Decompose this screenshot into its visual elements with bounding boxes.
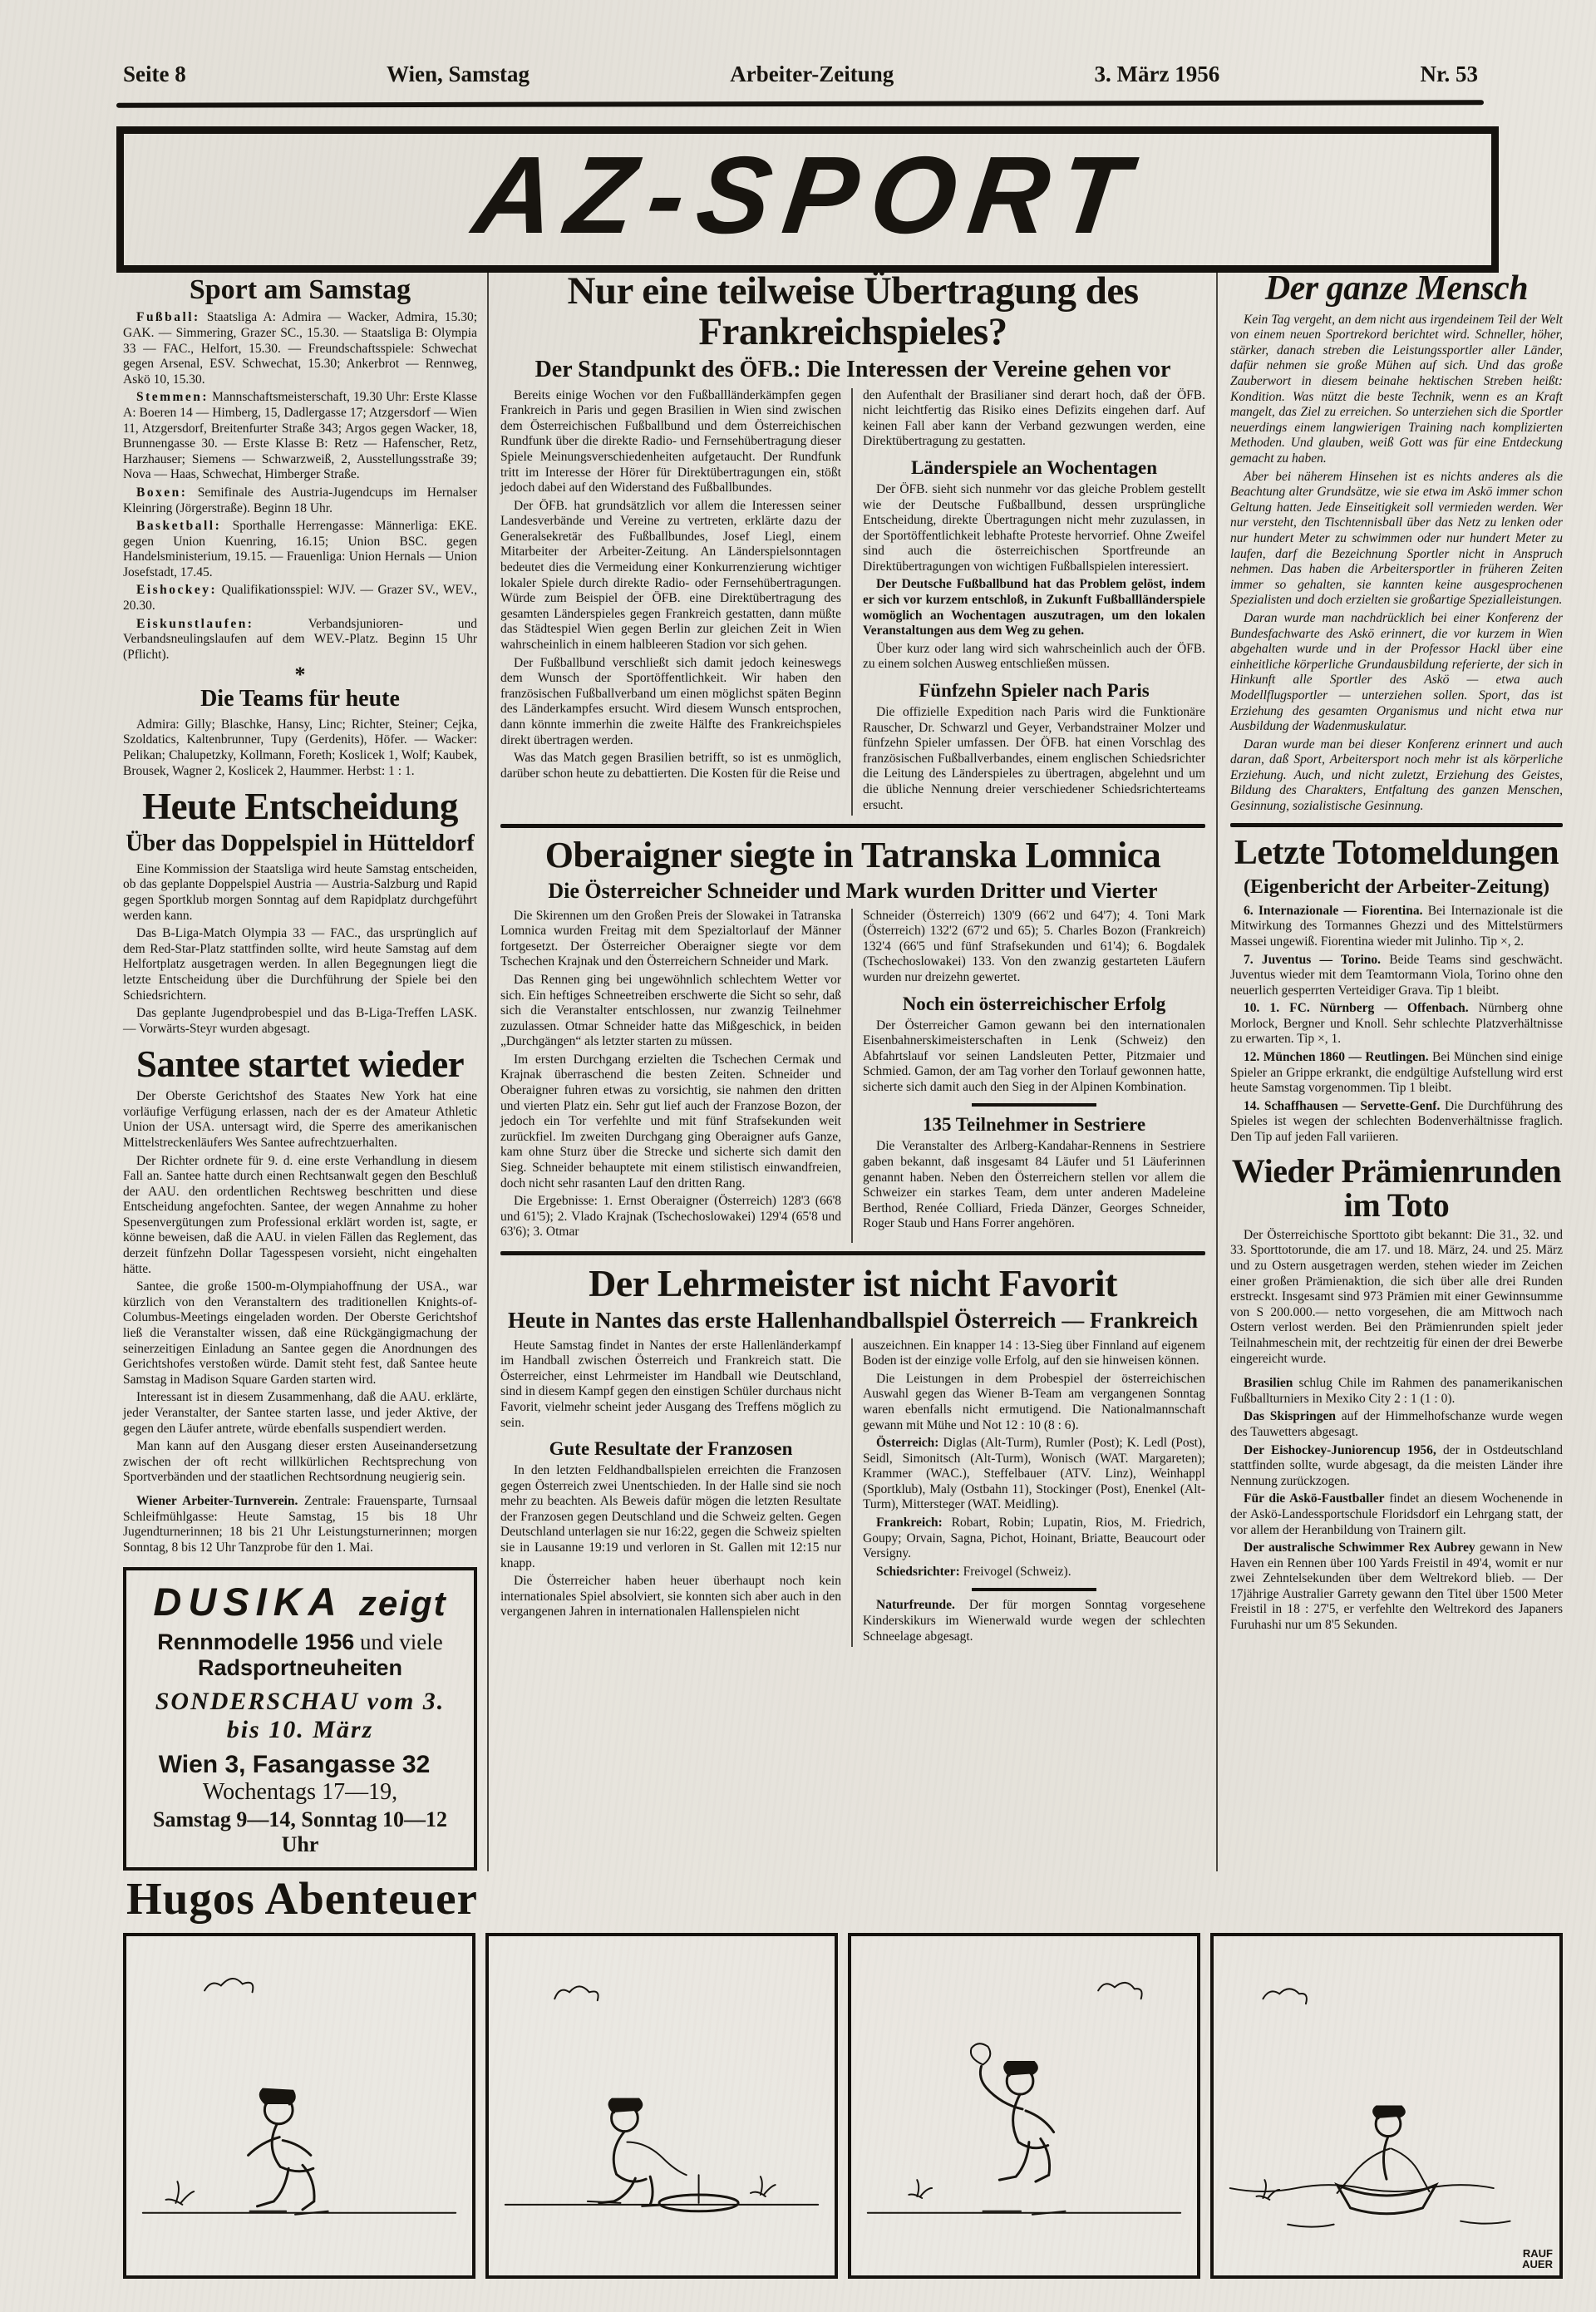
referee: Schiedsrichter: Freivogel (Schweiz).	[876, 1564, 1071, 1579]
article-body	[500, 909, 1205, 1243]
ad-hours-line: Samstag 9—14, Sonntag 10—12 Uhr	[153, 1807, 447, 1857]
paragraph: Der Oberste Gerichtshof des Staates New York hat eine vorläufige Verfügung erlassen, nach der es der Amateur Athletic Union der USA. untersagt wird, die Sperre des amerikanischen Mittelstreckenläufers Wes Santee aufrechtzuerhalten.	[123, 1089, 477, 1150]
article-praemienrunden	[1230, 1151, 1563, 1368]
toto-entry: 14. Schaffhausen — Servette-Genf. Die Durchführung des Spieles ist wegen der schlechten Bodenverhältnisse fraglich. Den Tip auf jeden Fall variieren.	[1230, 1098, 1564, 1145]
paragraph: Der ÖFB. hat grundsätzlich vor allem die Interessen seiner Landesverbände und Vereine zu vertreten, erklärte dazu der Generalsekretär des Fußballbundes, Josef Liegl, einem Mitarbeiter der Arbeiter-Zeitung. An Länderspielsonntagen bedeutet dies die Vermeidung einer Konkurrenzierung wichtiger lokaler Spiele durch direkte Radio- oder Fernsehübertragungen. Würde zum Beispiel der ÖFB. eine Direktübertragung des gesamten Länderspieles gegen Frankreich gestatten, dann müßte das Städtespiel Wien gegen Berlin zur gleichen Zeit in Wien wahrscheinlich in einem halbleeren Stadion vor sich gehen.	[500, 498, 841, 653]
article-lehrmeister	[500, 1264, 1205, 1647]
paragraph: Daran wurde man nachdrücklich bei einer Konferenz der Bundesfachwarte des Askö erinnert, die vor kurzem in Wien abgehalten wurde und in der Professor Hackl über eine einheitliche körperliche Grundausbildung referierte, der sich in Hinkunft alle Sportler des Askö — etwa auch Modellflugsportler — unterziehen sollen. Sport, das ist Erziehung des gesamten Organismus und nicht etwa nur Ausbildung der Wadenmuskulatur.	[1230, 610, 1563, 734]
paragraph: Heute Samstag findet in Nantes der erste Hallenländerkampf im Handball zwischen Österreich und Frankreich statt. Die Österreicher, einst Lehrmeister im Handball wie Deutschland, sind in diesem Kampf gegen den einstigen Schüler durchaus nicht Favorit, vielmehr scheint jeder Ausgang des Treffens möglich zu sein.	[500, 1338, 841, 1430]
subcolumn-left	[500, 909, 853, 1243]
comic-title: Hugos Abenteuer	[126, 1873, 478, 1924]
az-sport-logo: AZ-SPORT	[468, 134, 1149, 256]
paragraph: Die Veranstalter des Arlberg-Kandahar-Rennens in Sestriere gaben bekannt, daß insgesamt 84 Läufer und 51 Läuferinnen genannt haben. Neben den Österreichern stellen vor allem die Schweizer ein starkes Team, dem unter anderen Madeleine Berthod, Renée Colliard, Frieda Dänzer, Georges Schneider, Roger Staub und Hans Forrer angehören.	[863, 1139, 1205, 1231]
paragraph: Santee, die große 1500-m-Olympiahoffnung der USA., war kürzlich von den Veranstaltern des traditionellen Knights-of-Columbus-Meetings eingeladen worden. Der Oberste Gerichtshof ließ die Veranstalter wissen, daß eine Rückgängigmachung der seinerzeitigen Einladung an Santee gegen die Anordnungen des Gerichtshofes verstoßen würde. Damit steht fest, daß Santee heute Samstag in Madison Square Garden starten wird.	[123, 1279, 477, 1387]
skater-with-fish-drawing	[851, 1936, 1197, 2275]
article-santee	[123, 1045, 477, 1486]
article-uebertragung	[500, 271, 1205, 816]
subhead: (Eigenbericht der Arbeiter-Zeitung)	[1244, 876, 1549, 899]
paragraph: Die Skirennen um den Großen Preis der Slowakei in Tatranska Lomnica wurden Freitag mit dem Spezialtorlauf der Männer fortgesetzt. Der Österreicher Oberaigner siegte vor dem Tschechen Krajnak und den Österreichern Schneider und Mark.	[500, 908, 841, 969]
team-france: Frankreich: Robart, Robin; Lupatin, Rios, M. Friedrich, Goupy; Orvain, Sagna, Pichot, Hoinant, Briatte, Beaucourt oder Versigny.	[863, 1516, 1206, 1561]
page-number: Seite 8	[123, 62, 186, 86]
listing-eiskunstlaufen: Eiskunstlaufen: Verbandsjunioren- und Verbandsneulingslaufen auf dem WEV.-Platz. Beginn 15 Uhr (Pflicht).	[123, 616, 477, 662]
ad-address-line: Wien 3, Fasangasse 32 Wochentags 17—19,	[158, 1751, 431, 1806]
ad-brand: DUSIKA	[153, 1580, 342, 1624]
paragraph: Die Leistungen in dem Probespiel der österreichischen Auswahl gegen das Wiener B-Team am vergangenen Sonntag waren ebenfalls nicht ermutigend. Die Nationalmannschaft gewann mit Mühe und Not 12 : 10 (8 : 6).	[863, 1371, 1205, 1432]
toto-entry: 12. München 1860 — Reutlingen. Bei München sind einige Spieler an Grippe erkrankt, die endgültige Aufstellung wird erst heute Samstag vorgenommen. Tip 1 bleibt.	[1230, 1050, 1563, 1096]
paragraph: Man kann auf den Ausgang dieser ersten Auseinandersetzung zwischen der oft recht willkürlichen Rechtsprechung von Sportverbänden und der staatlichen Rechtsordnung neugierig sein.	[123, 1439, 477, 1485]
artist-signature: RAUF AUER	[1522, 2246, 1553, 2271]
section-masthead	[116, 126, 1499, 273]
paragraph: Die offizielle Expedition nach Paris wird die Funktionäre Rauscher, Dr. Schwarzl und Geyer, Verbandstrainer Molzer und fünfzehn Spieler umfassen. Der ÖFB. hat einen Vorschlag des französischen Fußballverbandes, einem englischen Schiedsrichter die Leitung des Länderspieles zu übertragen, abgelehnt und um die übliche Nennung dreier verschiedener Schiedsrichterteams ersucht.	[863, 705, 1205, 812]
rowboat-drawing	[1214, 1936, 1559, 2275]
paragraph: Daran wurde man bei dieser Konferenz erinnert und auch daran, daß Sport, Arbeitersport noch mehr ist als körperliche Erziehung. Auch, und nicht zuletzt, Erziehung des Geistes, Bildung des Charakters, Entfaltung des ganzen Menschen, Gesinnung, sozialistische Gesinnung.	[1230, 737, 1563, 814]
page-header	[123, 62, 1478, 87]
naturfreunde-note: Naturfreunde. Der für morgen Sonntag vorgesehene Kinderskikurs im Wienerwald wurde wegen der schlechten Schneelage abgesagt.	[863, 1598, 1205, 1644]
right-column	[1230, 271, 1563, 1636]
article-divider-rule	[1230, 823, 1563, 827]
headline: Der ganze Mensch	[1264, 269, 1529, 308]
toto-entry: 6. Internazionale — Fiorentina. Bei Internazionale ist die Mitwirkung des Tormannes Ghezzi und des Mittelstürmers Massei ungewiß. Fiorentina wieder mit Julinho. Tip ×, 2.	[1230, 903, 1564, 949]
brief-item: Das Skispringen auf der Himmelhofschanze wurde wegen des Tauwetters abgesagt.	[1230, 1409, 1564, 1439]
brief-item: Für die Askö-Faustballer findet an diesem Wochenende in der Askö-Landessportschule Floridsdorf ein Lehrgang statt, der vor allem der Heranbildung von Trainern gilt.	[1230, 1491, 1563, 1537]
subcolumn-right	[853, 1338, 1205, 1648]
article-totomeldungen	[1230, 833, 1564, 1146]
headline: Santee startet wieder	[135, 1043, 465, 1086]
comic-panel-3	[848, 1933, 1200, 2279]
article-body	[500, 1338, 1205, 1648]
headline: Nur eine teilweise Übertragung des Frankreichspieles?	[567, 269, 1139, 353]
ice-fishing-drawing	[489, 1936, 835, 2275]
paragraph: Im ersten Durchgang erzielten die Tschechen Cermak und Krajnak überraschend die besten Zeiten. Schneider und Oberaigner fuhren etwas zu vorsichtig, sie nahmen den dritten und vierten Platz ein. Sehr gut lief auch der Franzose Bozon, der jedoch ein Tor verfehlte und mit fünf Strafsekunden weit zurückfiel. Im zweiten Durchgang ging Oberaigner aufs Ganze, kam ohne Sturz über die Strecke und sicherte sich damit den Sieg. Schneider behauptete mit einem stilistisch einwandfreien, doch nicht sehr rasanten Lauf den dritten Rang.	[500, 1052, 841, 1191]
subcolumn-right	[853, 388, 1205, 816]
paragraph: Das B-Liga-Match Olympia 33 — FAC., das ursprünglich auf dem Red-Star-Platz stattfinden sollte, wird heute Samstag auf dem Helfortplatz ausgetragen werden. In allen Begegnungen liegt die letzte Entscheidung über die Durchführung der Spiele bei den Schiedsrichtern.	[123, 926, 477, 1003]
listing-stemmen: Stemmen: Mannschaftsmeisterschaft, 19.30 Uhr: Erste Klasse A: Boeren 14 — Himberg, 15, Dadlergasse 17; Atzgersdorf — Wien 11, Atzgersdorf, Breitenfurter Straße 343; Argos gegen Wacker, 18, Brunnengasse 30. — Erste Klasse B: Retz — Hafenscher, Retz, Harzhauser; Siemens — Schwarzweiß, 2, Ausstellungsstraße 39; Nova — Haas, Schwechat, Himberger Straße.	[123, 390, 478, 482]
edition-city-day: Wien, Samstag	[387, 62, 530, 86]
listing-basketball: Basketball: Sporthalle Herrengasse: Männerliga: EKE. gegen Union Kuenring, 16.15; Union BSC. gegen Handelsministerium, 19.15. — Frauenliga: Union Hernals — Union Josefstadt, 17.45.	[123, 519, 478, 579]
ad-models-line: Rennmodelle 1956 und viele Radsportneuheiten	[157, 1629, 443, 1681]
teams-title: Die Teams für heute	[200, 686, 400, 712]
short-divider-rule	[972, 1588, 1096, 1591]
headline: Wieder Prämienrunden im Toto	[1231, 1151, 1562, 1225]
paragraph: Was das Match gegen Brasilien betrifft, so ist es unmöglich, darüber schon heute zu debattierten. Die Kosten für die Reise und	[500, 751, 841, 781]
paragraph: Das Rennen ging bei ungewöhnlich schlechtem Wetter vor sich. Ein heftiges Schneetreiben erschwerte die Sicht so sehr, daß sich die Veranstalter entschlossen, nur zwanzig Teilnehmer zuzulassen. Otmar Schneider hatte das Mißgeschick, in beiden „Durchgängen“ als letzter starten zu müssen.	[500, 972, 841, 1049]
article-divider-rule	[500, 824, 1205, 828]
brief-item: Der Eishockey-Juniorencup 1956, der in Ostdeutschland stattfinden sollte, wurde abgesagt, da die meisten Länder ihre Nennung zurückzogen.	[1230, 1442, 1564, 1488]
edition-date: 3. März 1956	[1094, 62, 1220, 86]
subhead: Heute in Nantes das erste Hallenhandballspiel Österreich — Frankreich	[508, 1307, 1198, 1333]
paragraph: Schneider (Österreich) 130'9 (66'2 und 64'7); 4. Toni Mark (Österreich) 132'2 (67'2 und 65); 5. Charles Bozon (Frankreich) 132'4 (66'5 und fünf Strafsekunden und 61'4); 6. Bogdalek (Tschechoslowakei) 133. Von den zwanzig gestarteten Läufern wurden nur dreizehn gewertet.	[863, 908, 1205, 984]
paragraph: Die Österreicher haben heuer überhaupt noch kein internationales Spiel absolviert, sie konnten sich aber auch in den vergangenen Jahren in internationalen Hallenspielen nicht	[500, 1574, 841, 1619]
paragraph: In den letzten Feldhandballspielen erreichten die Franzosen gegen Österreich zwei Unentschieden. In der Halle sind sie noch mehr zu beachten. Als Beweis dafür mögen die letzten Resultate der Franzosen gegen Deutschland und die Schweiz gelten. Gegen Deutschland unterlagen sie nur 16:22, gegen die Schweiz spielten sie in Lausanne 19:19 und verloren in St. Gallen mit 12:15 nur knapp.	[500, 1463, 841, 1570]
paragraph: Der ÖFB. sieht sich nunmehr vor das gleiche Problem gestellt wie der Deutsche Fußballbund, dessen ursprüngliche Entscheidung, direkte Übertragungen nicht mehr zuzulassen, in der Sportöffentlichkeit lebhafte Proteste hervorrief. Ohne Zweifel sind auch die österreichischen Sportfreunde an Direktübertragungen von wichtigen Fußballspielen interessiert.	[863, 481, 1205, 574]
paragraph: Der Österreicher Gamon gewann bei den internationalen Eisenbahnerskimeisterschaften in Lenk (Schweiz) den Abfahrtslauf vor seinen Landsleuten Petter, Pitzmaier und Schmied. Gamon, der am Tag vorher den Torlauf gewonnen hatte, sicherte sich damit auch den Sieg in der Alpinen Kombination.	[863, 1018, 1205, 1094]
short-divider-rule	[972, 1103, 1096, 1107]
subcolumn-right	[853, 909, 1205, 1243]
paragraph: Der Deutsche Fußballbund hat das Problem gelöst, indem er sich vor kurzem entschloß, in Zukunft Fußballländerspiele womöglich an Wochentagen auszutragen, um den lokalen Veranstaltungen aus dem Weg zu gehen.	[863, 577, 1205, 638]
paragraph: Das geplante Jugendprobespiel und das B-Liga-Treffen LASK. — Vorwärts-Steyr wurden abgesagt.	[123, 1006, 477, 1036]
crosshead: Noch ein österreichischer Erfolg	[902, 993, 1166, 1014]
sport-am-samstag-title: Sport am Samstag	[189, 274, 411, 305]
crosshead: Fünfzehn Spieler nach Paris	[919, 680, 1150, 702]
subhead: Der Standpunkt des ÖFB.: Die Interessen der Vereine gehen vor	[534, 356, 1171, 382]
paragraph: Bereits einige Wochen vor den Fußballländerkämpfen gegen Frankreich in Paris und gegen Brasilien in Wien sind zwischen dem Österreichischen Fußballbund und dem Österreichischen Rundfunk über die direkte Radio- und Fernsehübertragung dieser Spiele Meinungsverschiedenheiten aufgetaucht. Der Rundfunk tritt im Interesse der Hörer für Direktübertragungen ein, stößt jedoch dabei auf den Widerstand des Fußballbundes.	[500, 387, 841, 495]
article-heute-entscheidung	[123, 787, 477, 1037]
comic-strip-section	[123, 1873, 1563, 2279]
headline: Oberaigner siegte in Tatranska Lomnica	[544, 835, 1161, 876]
paragraph: Der Fußballbund verschließt sich damit jedoch keineswegs dem Wunsch der Sportöffentlichkeit. Wir haben den französischen Fußballverband um einen möglichst späten Beginn des Länderkampfes ersucht. Wird diesem Wunsch entsprochen, dann könnte immerhin die zweite Hälfte des Frankreichspieles direkt übertragen werden.	[500, 655, 841, 747]
comic-panel-1	[123, 1933, 475, 2279]
section-divider-star: *	[294, 663, 306, 688]
subhead: Über das Doppelspiel in Hütteldorf	[126, 831, 475, 857]
article-body	[500, 388, 1205, 816]
subhead: Die Österreicher Schneider und Mark wurden Dritter und Vierter	[548, 878, 1158, 903]
newspaper-name: Arbeiter-Zeitung	[730, 62, 894, 86]
teams-text: Admira: Gilly; Blaschke, Hansy, Linc; Richter, Steiner; Cejka, Szoldatics, Kaltenbrunner, Tupy (Gerdenits), Höfer. — Wacker: Pelikan; Chalupetzky, Kollmann, Foreth; Koslicek 1, Wolf; Kaubek, Brousek, Wagner 2, Koslicek 2, Haummer. Herbst: 1 : 1.	[123, 717, 477, 778]
comic-panel-4	[1210, 1933, 1563, 2279]
headline: Letzte Totomeldungen	[1234, 833, 1559, 872]
ad-brand-line	[135, 1580, 466, 1624]
headline: Der Lehrmeister ist nicht Favorit	[589, 1262, 1117, 1305]
brief-item: Brasilien schlug Chile im Rahmen des panamerikanischen Fußballturniers in Mexiko City 2 : 1 (1 : 0).	[1230, 1376, 1564, 1406]
crosshead: Gute Resultate der Franzosen	[549, 1438, 793, 1460]
column-rule-left	[487, 271, 489, 1871]
listing-fussball: Fußball: Staatsliga A: Admira — Wacker, Admira, 15.30; GAK. — Simmering, Grazer SC., 15.30. — Staatsliga B: Olympia 33 — FAC., Helfort, 15.30. — Freundschaftsspiele: Schwechat gegen Arsenal, ESV. Schwechat, 15.30; Ankerbrot — Rennweg, Askö 10, 15.30.	[123, 310, 478, 387]
team-austria: Österreich: Diglas (Alt-Turm), Rumler (Post); K. Ledl (Post), Seidl, Simonitsch (Alt-Turm), Wonisch (WAT. Margareten); Krammer (WAC.), Steffelbauer (ATV. Linz), Weinhappl (Sportklub), Maly (Ostbahn 11), Stockinger (Post), Enenkel (Alt-Turm), Mittersteger (WAT. Meidling).	[863, 1436, 1205, 1512]
article-oberaigner	[500, 836, 1205, 1243]
toto-entry: 7. Juventus — Torino. Beide Teams sind geschwächt. Juventus wieder mit dem Teamtormann Viola, Torino ohne den neuerlich gesperrten Verteidiger Grava. Tip 1 bleibt.	[1230, 952, 1563, 998]
subcolumn-left	[500, 1338, 853, 1648]
ad-zeigt: zeigt	[358, 1584, 447, 1624]
center-column	[500, 271, 1205, 1647]
ice-skater-drawing	[126, 1936, 472, 2275]
dusika-ad	[123, 1567, 477, 1871]
paragraph: Über kurz oder lang wird sich wahrscheinlich auch der ÖFB. zu einem solchen Ausweg entschließen müssen.	[863, 641, 1205, 672]
subcolumn-left	[500, 388, 853, 816]
turnverein-note: Wiener Arbeiter-Turnverein. Zentrale: Frauensparte, Turnsaal Schleifmühlgasse: Heute Samstag, 15 bis 18 Uhr Jugendturnerinnen; 18 bis 21 Uhr Leistungsturnerinnen; morgen Sonntag, 8 bis 12 Uhr Tanzprobe für den 1. Mai.	[123, 1493, 477, 1555]
listing-eishockey: Eishockey: Qualifikationsspiel: WJV. — Grazer SV., WEV., 20.30.	[123, 583, 477, 614]
brief-item: Der australische Schwimmer Rex Aubrey gewann in New Haven ein Rennen über 100 Yards Freistil in 49'4, womit er nur zwei Zehntelsekunden über dem Weltrekord blieb. — Der 17jährige Australier Garrety gewann den Titel über 1500 Meter Freistil in 18 : 27'5, er verfehlte den Weltrekord des Japaners Furuhashi nur um 8'5 Sekunden.	[1230, 1541, 1564, 1633]
crosshead: Länderspiele an Wochentagen	[910, 456, 1158, 478]
toto-entry: 10. 1. FC. Nürnberg — Offenbach. Nürnberg ohne Morlock, Bergner und Knoll. Sehr schlechte Platzverhältnisse zu erwarten. Tip ×, 1.	[1230, 1001, 1564, 1047]
crosshead: 135 Teilnehmer in Sestriere	[922, 1114, 1146, 1136]
left-column	[123, 271, 477, 1871]
listing-boxen: Boxen: Semifinale des Austria-Jugendcups im Hernalser Kleinring (Jörgerstraße). Beginn 18 Uhr.	[123, 485, 477, 515]
paragraph: Interessant ist in diesem Zusammenhang, daß die AAU. erklärte, jeder Veranstalter, der Santee starten lasse, und jeder Aktive, der gegen den Läufer antrete, würde ebenfalls suspendiert werden.	[123, 1390, 477, 1436]
comic-panel-2	[485, 1933, 838, 2279]
paragraph: Der Richter ordnete für 9. d. eine erste Verhandlung in diesem Fall an. Santee hatte durch einen Rechtsanwalt gegen den Beschluß der AAU. den ordentlichen Rechtsweg beschritten und diese Entscheidung angefochten. Santee, der wegen Annahme zu hoher Spesenvergütungen zum Professional erklärt worden ist, sagte, er könne beweisen, daß die AAU. in vielen Fällen das Reglement, das derzeit fünfzehn Dollar Tagesspesen vorsieht, nicht eingehalten hätte.	[123, 1153, 477, 1276]
paragraph: Die Ergebnisse: 1. Ernst Oberaigner (Österreich) 128'3 (66'8 und 61'5); 2. Vlado Krajnak (Tschechoslowakei) 129'4 (65'8 und 63'6); 3. Otmar	[500, 1194, 841, 1240]
headline: Heute Entscheidung	[142, 786, 458, 828]
paragraph: Aber bei näherem Hinsehen ist es nichts anderes als die Beachtung alter Grundsätze, wie sie etwa im Askö immer schon Geltung hatten. Jede Einseitigkeit soll vermieden werden. Wer nur versteht, den Tischtennisball über das Netz zu lenken oder nur hundert Meter zu schwimmen oder nur hundert Meter zu laufen, darf die Bezeichnung Sportler nicht in Anspruch nehmen. Das haben die Arbeitersportler in früheren Zeiten immer so gehalten, sie kannten keine ausgesprochenen Spezialisten und doch erzielten sie großartige Spezialleistungen.	[1230, 469, 1563, 608]
comic-panels	[123, 1933, 1563, 2279]
paragraph: Eine Kommission der Staatsliga wird heute Samstag entscheiden, ob das geplante Doppelspiel Austria — Austria-Salzburg und Rapid gegen Sportklub morgen Sonntag auf dem Rapidplatz durchgeführt werden kann.	[123, 861, 477, 923]
ad-sonderschau-line: SONDERSCHAU vom 3. bis 10. März	[155, 1688, 446, 1744]
issue-number: Nr. 53	[1420, 62, 1478, 86]
paragraph: auszeichnen. Ein knapper 14 : 13-Sieg über Finnland auf eigenem Boden ist der einzige volle Erfolg, auf den sie hinweisen können.	[863, 1338, 1205, 1368]
article-divider-rule	[500, 1251, 1205, 1255]
article-der-ganze-mensch	[1230, 271, 1563, 815]
paragraph: Der Österreichische Sporttoto gibt bekannt: Die 31., 32. und 33. Sporttotorunde, die am 17. und 18. März, 24. und 25. März und zu Ostern ausgetragen werden, stehen wieder im Zeichen einer großen Prämienaktion, die sich über alle drei Runden erstreckt. Insgesamt sind 973 Prämien mit einer Gewinnsumme von S 200.000.— netto vorgesehen, die am Mittwoch nach Ostern verlost werden. Bei den Prämienrunden spielt jeder Teilnahmeschein mit, der rechtzeitig für einen der drei Bewerbe eingereicht wurde.	[1230, 1227, 1563, 1366]
column-rule-right	[1216, 271, 1218, 1871]
paragraph: den Aufenthalt der Brasilianer sind derart hoch, daß der ÖFB. nicht leichtfertig das Risiko eines Defizits eingehen darf. Auf keinen Fall aber kann der Verband gezwungen werden, eine Direktübertragung zu gestatten.	[863, 387, 1205, 449]
header-rule	[116, 100, 1484, 107]
paragraph: Kein Tag vergeht, an dem nicht aus irgendeinem Teil der Welt von einem neuen Sportrekord berichtet wird. Schneller, höher, stärker, danach streben die Leistungssportler aller Länder, dafür nehmen sie große Mühen auf sich. Und das große Zauberwort in diesem beinahe hektischen Streben heißt: Kondition. Was nützt die beste Technik, wenn es an Kraft mangelt, das Ziel zu erreichen. So unterziehen sich die Sportler neuerdings einem langwierigen Training nach komplizierten Methoden. Und glauben, weiß Gott was für eine Entdeckung gemacht zu haben.	[1230, 312, 1563, 466]
